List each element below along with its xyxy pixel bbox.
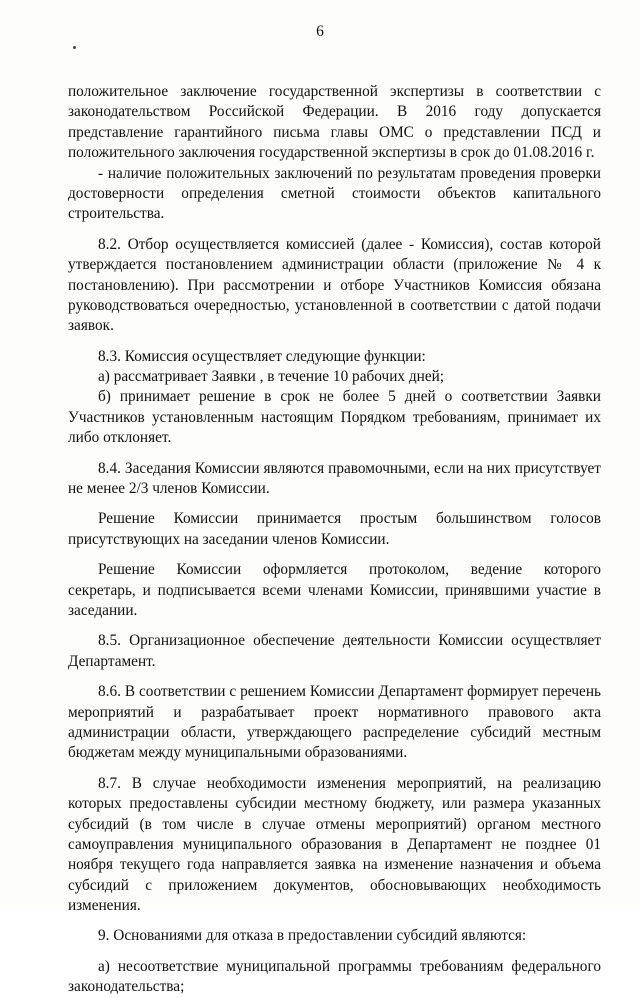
paragraph-p9 xyxy=(68,560,601,621)
paragraph-p13 xyxy=(68,926,601,946)
paragraph-p3 xyxy=(68,235,601,337)
text-line: бюджетам между муниципальными образованиями. xyxy=(68,744,408,762)
text-line: которых предоставлены субсидии местному бюджету, или размера указанных xyxy=(68,795,601,813)
paragraph-p12 xyxy=(68,774,601,917)
paragraph-gap xyxy=(68,672,601,682)
text-line: 9. Основаниями для отказа в предоставлении субсидий являются: xyxy=(98,927,527,945)
text-line: ноября текущего года направляется заявка на изменение назначения и объема xyxy=(68,856,601,874)
text-line: Решение Комиссии оформляется протоколом, ведение которого xyxy=(98,561,601,579)
text-line: строительства. xyxy=(68,205,165,223)
text-line: а) несоответствие муниципальной программы требованиям федерального xyxy=(98,957,601,975)
text-line: постановлению). При рассмотрении и отборе Участников Комиссия обязана xyxy=(68,276,601,294)
paragraph-gap xyxy=(68,621,601,631)
text-line: 8.3. Комиссия осуществляет следующие функции: xyxy=(98,347,426,365)
text-line: положительного заключения государственной экспертизы в срок до 01.08.2016 г. xyxy=(68,144,595,162)
paragraph-p11 xyxy=(68,682,601,764)
text-line: Департамент. xyxy=(68,652,156,670)
text-line: руководствоваться очередностью, установленной в соответствии с датой подачи xyxy=(68,296,601,314)
text-line: - наличие положительных заключений по результатам проведения проверки xyxy=(98,164,601,182)
text-line: 8.5. Организационное обеспечение деятельности Комиссии осуществляет xyxy=(98,632,601,650)
text-line: заявок. xyxy=(68,317,114,335)
text-line: достоверности определения сметной стоимости объектов капитального xyxy=(68,184,601,202)
text-line: присутствующих на заседании членов Комиссии. xyxy=(68,530,390,548)
paragraph-p10 xyxy=(68,631,601,672)
page-number: 6 xyxy=(316,23,324,40)
paragraph-p8 xyxy=(68,509,601,550)
text-line: 8.7. В случае необходимости изменения мероприятий, на реализацию xyxy=(98,774,601,792)
text-line: Участников установленным настоящим Порядком требованиям, принимает их xyxy=(68,408,601,426)
text-line: 8.2. Отбор осуществляется комиссией (далее - Комиссия), состав которой xyxy=(98,235,601,253)
paragraph-gap xyxy=(68,916,601,926)
paragraph-gap xyxy=(68,550,601,560)
text-line: субсидий (в том числе в случае отмены мероприятий) органом местного xyxy=(68,815,601,833)
paragraph-p1 xyxy=(68,82,601,164)
paragraph-p4 xyxy=(68,347,601,367)
paragraph-gap xyxy=(68,337,601,347)
paragraph-gap xyxy=(68,947,601,957)
text-line: б) принимает решение в срок не более 5 дней о соответствии Заявки xyxy=(98,388,601,406)
text-line: положительное заключение государственной экспертизы в соответствии с xyxy=(68,83,601,100)
text-line: представление гарантийного письма главы ОМС о представлении ПСД и xyxy=(68,123,601,141)
text-line: самоуправления муниципального образования в Департамент не позднее 01 xyxy=(68,835,601,853)
text-line: 8.4. Заседания Комиссии являются правомочными, если на них присутствует xyxy=(98,459,601,477)
paragraph-p2 xyxy=(68,164,601,225)
text-line: субсидий с приложением документов, обосновывающих необходимость xyxy=(68,876,601,894)
text-line: утверждается постановлением администрации области (приложение № 4 к xyxy=(68,256,601,274)
paragraph-p6 xyxy=(68,387,601,448)
document-body xyxy=(68,82,601,998)
scan-artifact-dot xyxy=(73,46,76,49)
paragraph-p5 xyxy=(68,367,601,387)
text-line: а) рассматривает Заявки , в течение 10 рабочих дней; xyxy=(98,368,445,386)
text-line: секретарь, и подписывается всеми членами Комиссии, принявшими участие в xyxy=(68,581,601,599)
paragraph-gap xyxy=(68,764,601,774)
text-line: либо отклоняет. xyxy=(68,429,172,447)
text-line: 8.6. В соответствии с решением Комиссии Департамент формирует перечень xyxy=(98,683,601,701)
paragraph-p14 xyxy=(68,957,601,998)
text-line: не менее 2/3 членов Комиссии. xyxy=(68,480,270,498)
text-line: мероприятий и разрабатывает проект нормативного правового акта xyxy=(68,703,601,721)
text-line: законодательством Российской Федерации. В 2016 году допускается xyxy=(68,103,601,121)
text-line: Решение Комиссии принимается простым большинством голосов xyxy=(98,510,601,528)
text-line: законодательства; xyxy=(68,978,185,996)
text-line: администрации области, утверждающего распределение субсидий местным xyxy=(68,723,601,741)
paragraph-gap xyxy=(68,225,601,235)
paragraph-gap xyxy=(68,499,601,509)
text-line: заседании. xyxy=(68,601,138,619)
paragraph-p7 xyxy=(68,459,601,500)
paragraph-gap xyxy=(68,449,601,459)
text-line: изменения. xyxy=(68,897,141,915)
